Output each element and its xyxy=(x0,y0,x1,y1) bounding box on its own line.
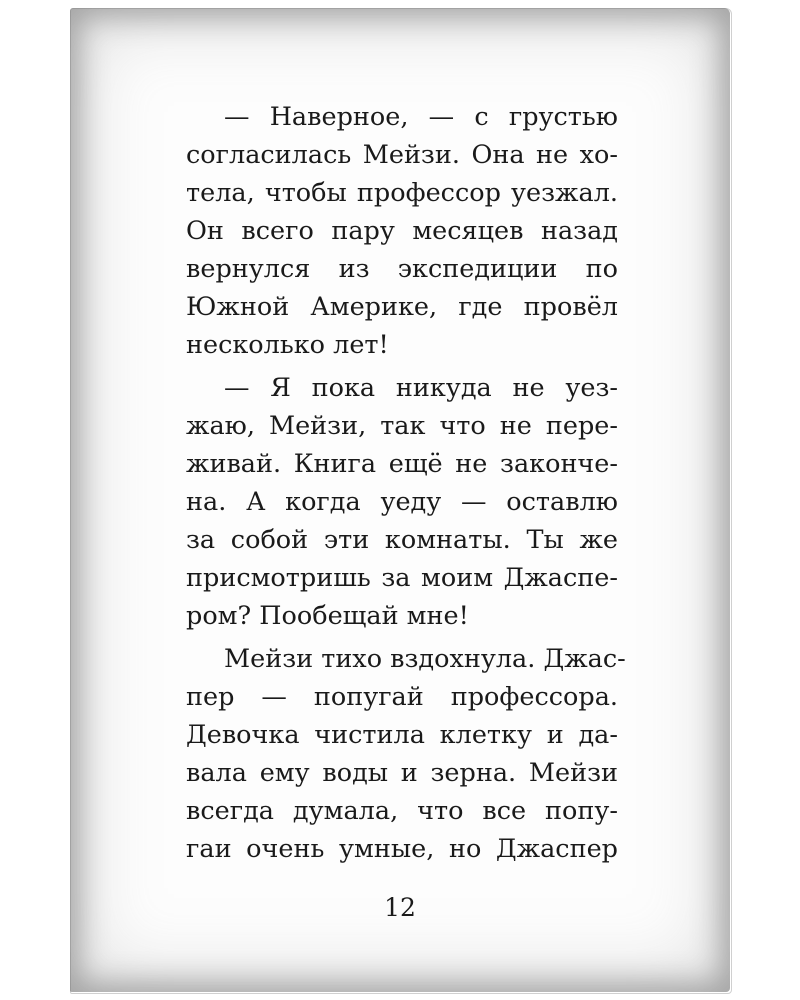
text-line: — Я пока никуда не уез- xyxy=(224,373,618,403)
text-line: несколько лет! xyxy=(186,330,389,360)
text-line: Он всего пару месяцев назад xyxy=(186,216,618,246)
paragraph-3 xyxy=(186,640,626,868)
text-line: на. А когда уеду — оставлю xyxy=(186,487,618,517)
text-line: тела, чтобы профессор уезжал. xyxy=(186,178,618,208)
text-line: присмотришь за моим Джаспе- xyxy=(186,563,618,593)
text-line: пер — попугай профессора. xyxy=(186,682,618,712)
paragraph-1 xyxy=(186,98,618,364)
text-line: вернулся из экспедиции по xyxy=(186,254,618,284)
text-line: Девочка чистила клетку и да- xyxy=(186,720,618,750)
text-line: жаю, Мейзи, так что не пере- xyxy=(186,411,618,441)
text-line: гаи очень умные, но Джаспер xyxy=(186,834,618,864)
text-line: живай. Книга ещё не законче- xyxy=(186,449,618,479)
text-line: Южной Америке, где провёл xyxy=(186,292,618,322)
text-line: согласилась Мейзи. Она не хо- xyxy=(186,140,618,170)
text-line: за собой эти комнаты. Ты же xyxy=(186,525,618,555)
paragraph-2 xyxy=(186,369,618,635)
text-line: Мейзи тихо вздохнула. Джас- xyxy=(224,644,626,674)
text-line: — Наверное, — с грустью xyxy=(224,102,618,132)
page-text xyxy=(186,98,626,868)
text-line: вала ему воды и зерна. Мейзи xyxy=(186,758,618,788)
page-number: 12 xyxy=(384,893,416,922)
text-line: ром? Пообещай мне! xyxy=(186,601,469,631)
text-line: всегда думала, что все попу- xyxy=(186,796,618,826)
